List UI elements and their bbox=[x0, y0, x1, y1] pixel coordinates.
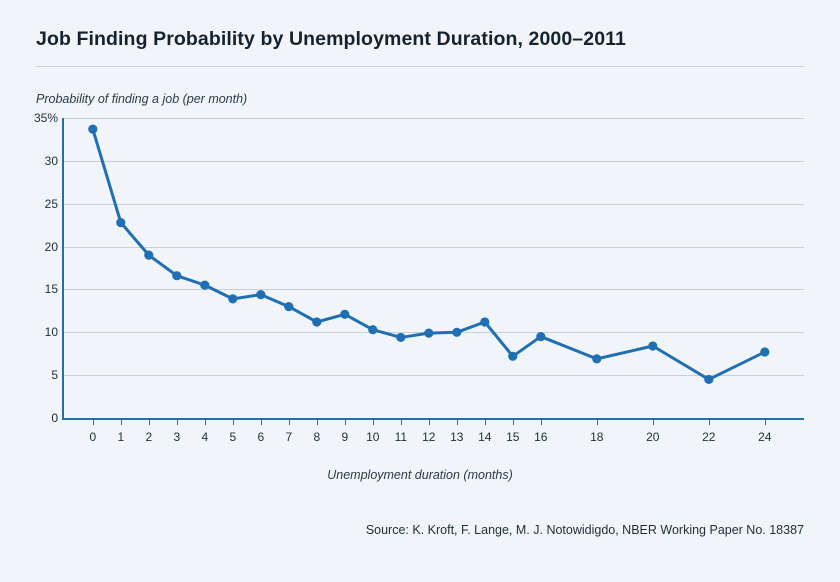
plot-area bbox=[33, 111, 804, 444]
data-point-marker bbox=[536, 332, 545, 341]
data-point-marker bbox=[396, 333, 405, 342]
data-point-marker bbox=[452, 328, 461, 337]
y-tick-label: 0 bbox=[51, 411, 58, 425]
x-tick-label: 11 bbox=[394, 430, 408, 444]
y-tick-label: 30 bbox=[44, 153, 58, 168]
data-point-marker bbox=[368, 325, 377, 334]
x-tick-label: 15 bbox=[506, 430, 520, 444]
data-point-marker bbox=[760, 347, 769, 356]
data-point-marker bbox=[228, 294, 237, 303]
y-tick-label: 10 bbox=[44, 325, 58, 340]
y-tick-label: 15 bbox=[44, 282, 58, 297]
y-tick-label: 5 bbox=[51, 368, 58, 383]
page-title: Job Finding Probability by Unemployment Duration, 2000–2011 bbox=[36, 28, 626, 50]
data-point-marker bbox=[704, 375, 713, 384]
x-tick-label: 8 bbox=[313, 430, 321, 444]
x-tick-label: 24 bbox=[758, 430, 772, 444]
x-tick-label: 18 bbox=[590, 430, 604, 444]
title-divider bbox=[36, 66, 804, 67]
x-tick-label: 2 bbox=[145, 430, 153, 444]
x-tick-label: 1 bbox=[117, 430, 125, 444]
x-tick-label: 0 bbox=[89, 430, 97, 444]
x-tick-label: 14 bbox=[478, 430, 492, 444]
x-tick-label: 22 bbox=[702, 430, 716, 444]
series-line bbox=[93, 129, 765, 379]
x-tick-label: 10 bbox=[366, 430, 380, 444]
source-note: Source: K. Kroft, F. Lange, M. J. Notowidigdo, NBER Working Paper No. 18387 bbox=[365, 523, 804, 537]
data-point-marker bbox=[116, 218, 125, 227]
y-axis-label: Probability of finding a job (per month) bbox=[36, 92, 248, 106]
data-point-marker bbox=[508, 352, 517, 361]
data-point-marker bbox=[592, 354, 601, 363]
x-tick-label: 9 bbox=[341, 430, 349, 444]
data-point-marker bbox=[172, 271, 181, 280]
x-tick-label: 6 bbox=[257, 430, 265, 444]
data-point-marker bbox=[200, 281, 209, 290]
data-series-line bbox=[62, 118, 804, 420]
data-point-marker bbox=[144, 251, 153, 260]
x-tick-label: 20 bbox=[646, 430, 660, 444]
data-point-marker bbox=[88, 125, 97, 134]
x-tick-label: 3 bbox=[173, 430, 181, 444]
y-tick-label: 20 bbox=[44, 239, 58, 254]
x-tick-label: 16 bbox=[534, 430, 548, 444]
data-point-marker bbox=[312, 317, 321, 326]
data-point-marker bbox=[256, 290, 265, 299]
x-axis-label: Unemployment duration (months) bbox=[327, 468, 513, 482]
x-tick-label: 7 bbox=[285, 430, 293, 444]
y-tick-label: 35% bbox=[33, 111, 58, 125]
x-tick-label: 4 bbox=[201, 430, 209, 444]
data-point-marker bbox=[424, 329, 433, 338]
data-point-marker bbox=[340, 310, 349, 319]
y-tick-label: 25 bbox=[44, 196, 58, 211]
x-tick-label: 5 bbox=[229, 430, 237, 444]
data-point-marker bbox=[648, 341, 657, 350]
data-point-marker bbox=[284, 302, 293, 311]
data-point-marker bbox=[480, 317, 489, 326]
x-tick-label: 12 bbox=[422, 430, 436, 444]
x-tick-label: 13 bbox=[450, 430, 464, 444]
